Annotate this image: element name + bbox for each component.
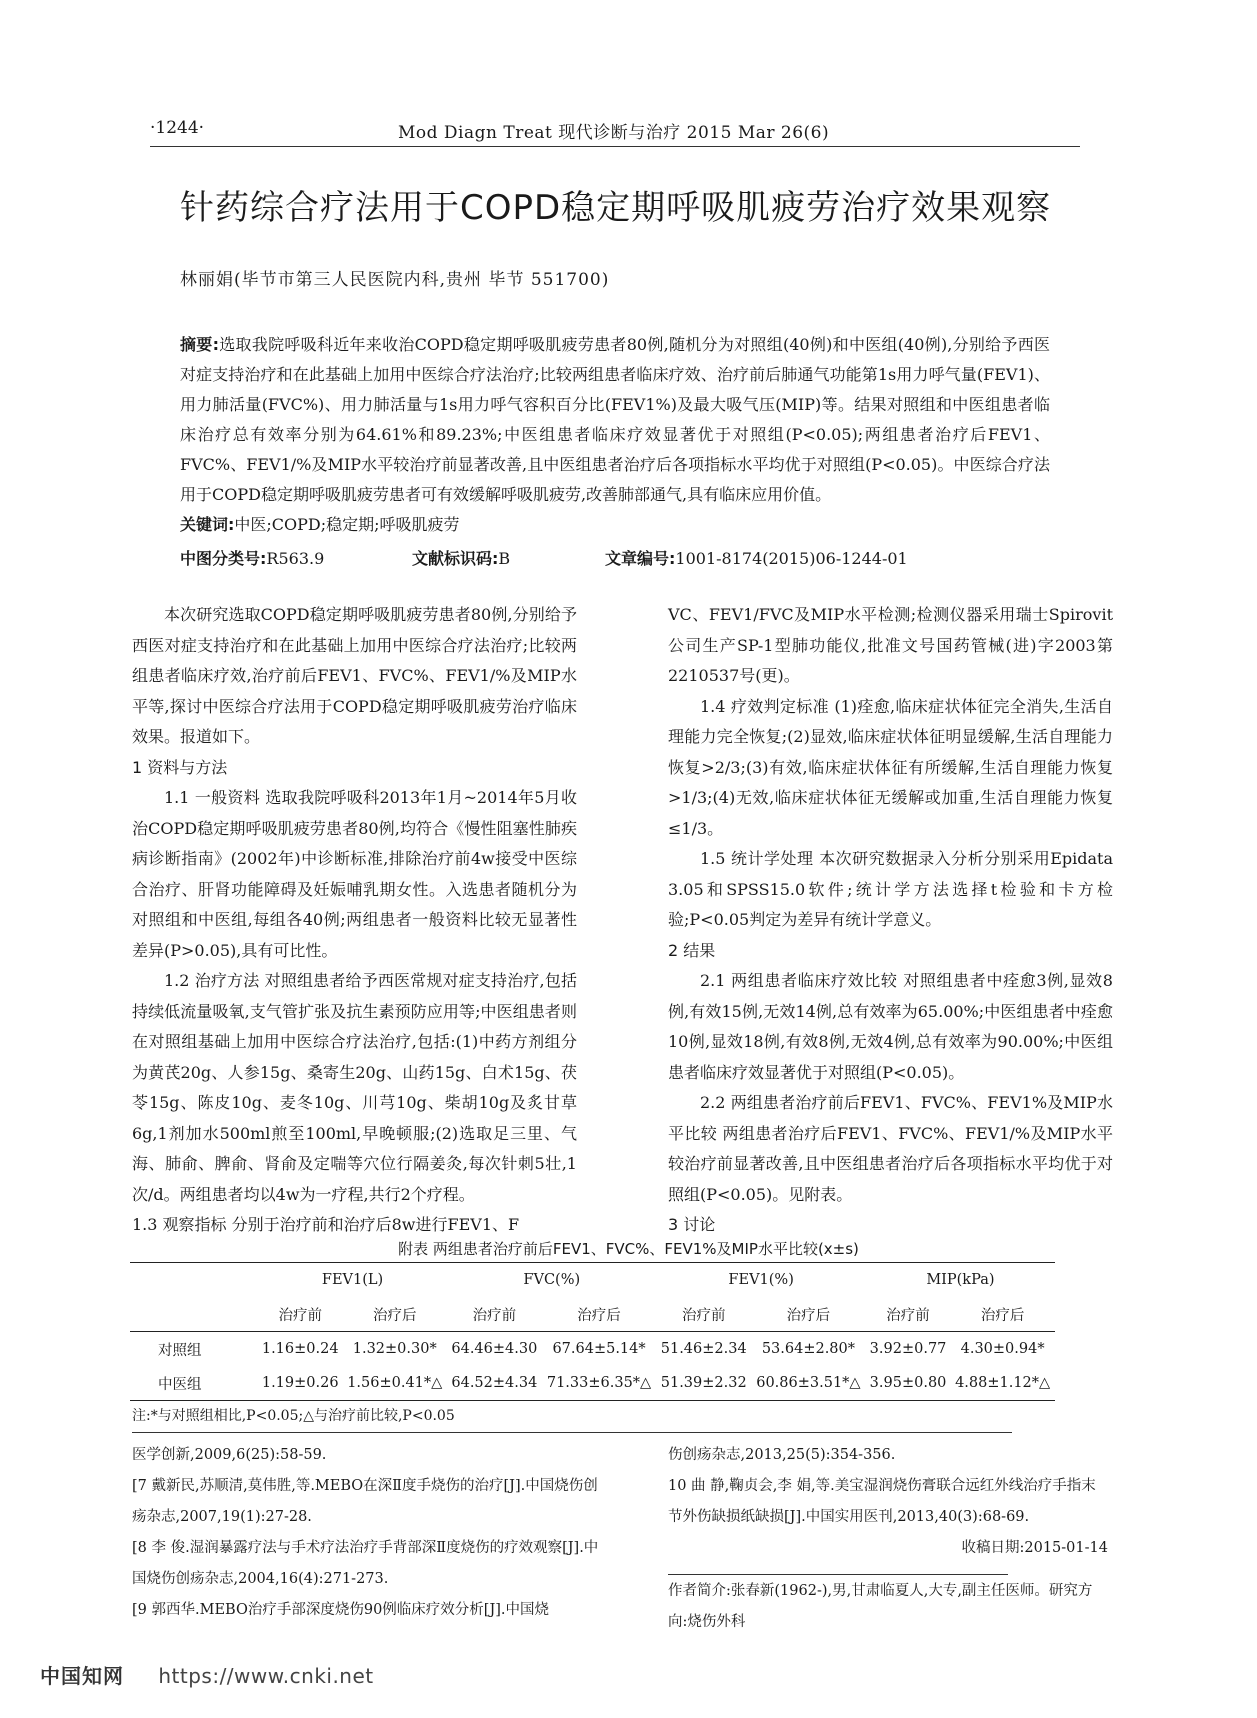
table-subheader: 治疗后 xyxy=(751,1297,866,1332)
body-paragraph: 2.2 两组患者治疗前后FEV1、FVC%、FEV1%及MIP水平比较 两组患者治疗后FEV1、FVC%、FEV1/%及MIP水平较治疗前显著改善,且中医组患者治疗后各项指标水平均优于对照组(P<0.05)。见附表。 xyxy=(668,1093,1113,1204)
body-paragraph: 1.1 一般资料 选取我院呼吸科2013年1月~2014年5月收治COPD稳定期呼吸肌疲劳患者80例,均符合《慢性阻塞性肺疾病诊断指南》(2002年)中诊断标准,排除治疗前4w接受中医综合治疗、肝肾功能障碍及妊娠哺乳期女性。入选患者随机分为对照组和中医组,每组各40例;两组患者一般资料比较无显著性差异(P>0.05),具有可比性。 xyxy=(132,788,577,960)
article-code xyxy=(605,546,908,569)
section-heading: 1 资料与方法 xyxy=(132,757,228,777)
results-table xyxy=(130,1262,1055,1401)
clc-code xyxy=(180,546,324,569)
abstract-label: 摘要: xyxy=(180,335,219,354)
section-heading: 2 结果 xyxy=(668,940,716,960)
abstract xyxy=(180,330,1050,510)
table-cell: 51.39±2.32 xyxy=(656,1366,751,1401)
body-column-right xyxy=(668,600,1113,1241)
table-note: 注:*与对照组相比,P<0.05;△与治疗前比较,P<0.05 xyxy=(132,1408,455,1424)
table-row xyxy=(130,1332,1055,1367)
table-group-header: FEV1(%) xyxy=(656,1263,865,1298)
body-paragraph: 1.3 观察指标 分别于治疗前和治疗后8w进行FEV1、F xyxy=(132,1215,520,1234)
body-paragraph: 2.1 两组患者临床疗效比较 对照组患者中痊愈3例,显效8例,有效15例,无效14例,总有效率为65.00%;中医组患者中痊愈10例,显效18例,有效8例,无效4例,总有效率为90.00%;中医组患者临床疗效显著优于对照组(P<0.05)。 xyxy=(668,971,1113,1082)
references-left xyxy=(132,1440,602,1626)
table-caption: 附表 两组患者治疗前后FEV1、FVC%、FEV1%及MIP水平比较(x±s) xyxy=(398,1240,859,1258)
article-title: 针药综合疗法用于COPD稳定期呼吸肌疲劳治疗效果观察 xyxy=(180,188,1052,228)
author-bio: 作者简介:张春新(1962-),男,甘肃临夏人,大专,副主任医师。研究方向:烧伤外科 xyxy=(668,1583,1093,1630)
reference-item: [8 李 俊.湿润暴露疗法与手术疗法治疗手背部深Ⅱ度烧伤的疗效观察[J].中国烧伤创疡杂志,2004,16(4):271-273. xyxy=(132,1540,599,1587)
table-row xyxy=(130,1366,1055,1401)
body-paragraph: 1.4 疗效判定标准 (1)痊愈,临床症状体征完全消失,生活自理能力完全恢复;(2)显效,临床症状体征明显缓解,生活自理能力恢复>2/3;(3)有效,临床症状体征有所缓解,生活自理能力恢复>1/3;(4)无效,临床症状体征无缓解或加重,生活自理能力恢复≤1/3。 xyxy=(668,696,1113,838)
keywords-label: 关键词: xyxy=(180,515,235,534)
table-row-label: 中医组 xyxy=(130,1366,258,1401)
reference-item: 伤创疡杂志,2013,25(5):354-356. xyxy=(668,1447,896,1463)
body-paragraph: VC、FEV1/FVC及MIP水平检测;检测仪器采用瑞士Spirovit公司生产SP-1型肺功能仪,批准文号国药管械(进)字2003第2210537号(更)。 xyxy=(668,605,1113,685)
header-rule xyxy=(150,146,1080,147)
clc-label: 中图分类号: xyxy=(180,549,267,568)
body-paragraph: 本次研究选取COPD稳定期呼吸肌疲劳患者80例,分别给予西医对症支持治疗和在此基础上加用中医综合疗法治疗;比较两组患者临床疗效,治疗前后FEV1、FVC%、FEV1/%及MIP水平等,探讨中医综合疗法用于COPD稳定期呼吸肌疲劳治疗临床效果。报道如下。 xyxy=(132,605,577,746)
doc-label: 文献标识码: xyxy=(412,549,499,568)
author-line: 林丽娟(毕节市第三人民医院内科,贵州 毕节 551700) xyxy=(180,270,610,290)
table-cell: 64.52±4.34 xyxy=(447,1366,542,1401)
abstract-text: 选取我院呼吸科近年来收治COPD稳定期呼吸肌疲劳患者80例,随机分为对照组(40例)和中医组(40例),分别给予西医对症支持治疗和在此基础上加用中医综合疗法治疗;比较两组患者临床疗效、治疗前后肺通气功能第1s用力呼气量(FEV1)、用力肺活量(FVC%)、用力肺活量与1s用力呼气容积百分比(FEV1%)及最大吸气压(MIP)等。结果对照组和中医组患者临床治疗总有效率分别为64.61%和89.23%;中医组患者临床疗效显著优于对照组(P<0.05);两组患者治疗后FEV1、FVC%、FEV1/%及MIP水平较治疗前显著改善,且中医组患者治疗后各项指标水平均优于对照组(P<0.05)。中医综合疗法用于COPD稳定期呼吸肌疲劳患者可有效缓解呼吸肌疲劳,改善肺部通气,具有临床应用价值。 xyxy=(180,335,1050,504)
table-group-header: MIP(kPa) xyxy=(866,1263,1055,1298)
table-subheader: 治疗后 xyxy=(542,1297,657,1332)
bio-rule xyxy=(668,1574,1008,1575)
table-subheader: 治疗前 xyxy=(447,1297,542,1332)
clc-value: R563.9 xyxy=(266,549,325,568)
table-cell: 1.32±0.30* xyxy=(352,1341,437,1357)
table-cell: 1.19±0.26 xyxy=(258,1366,342,1401)
section-heading: 3 讨论 xyxy=(668,1215,716,1234)
page-number: ·1244· xyxy=(150,118,205,138)
references-right xyxy=(668,1440,1108,1638)
body-column-left xyxy=(132,600,577,1241)
cnki-url[interactable]: https://www.cnki.net xyxy=(158,1664,374,1688)
body-paragraph: 1.2 治疗方法 对照组患者给予西医常规对症支持治疗,包括持续低流量吸氧,支气管扩张及抗生素预防应用等;中医组患者则在对照组基础上加用中医综合疗法治疗,包括:(1)中药方剂组分为黄芪20g、人参15g、桑寄生20g、山药15g、白术15g、茯苓15g、陈皮10g、麦冬10g、川芎10g、柴胡10g及炙甘草6g,1剂加水500ml煎至100ml,早晚顿服;(2)选取足三里、气海、肺俞、脾俞、肾俞及定喘等穴位行隔姜灸,每次针刺5壮,1次/d。两组患者均以4w为一疗程,共行2个疗程。 xyxy=(132,971,577,1204)
article-value: 1001-8174(2015)06-1244-01 xyxy=(675,549,908,568)
references-rule xyxy=(132,1432,1012,1433)
table-cell: 64.46±4.30 xyxy=(451,1341,538,1357)
table-cell: 4.30±0.94* xyxy=(960,1341,1045,1357)
table-cell: 53.64±2.80* xyxy=(761,1341,856,1357)
keywords-text: 中医;COPD;稳定期;呼吸肌疲劳 xyxy=(234,515,460,534)
table-group-header-row xyxy=(130,1263,1055,1298)
body-paragraph: 1.5 统计学处理 本次研究数据录入分析分别采用Epidata 3.05和SPSS15.0软件;统计学方法选择t检验和卡方检验;P<0.05判定为差异有统计学意义。 xyxy=(668,849,1113,929)
table-group-header: FEV1(L) xyxy=(258,1263,447,1298)
table-cell: 4.88±1.12*△ xyxy=(950,1366,1055,1401)
article-label: 文章编号: xyxy=(605,549,676,568)
doc-code xyxy=(412,546,510,569)
reference-item: [9 郭西华.MEBO治疗手部深度烧伤90例临床疗效分析[J].中国烧 xyxy=(132,1602,550,1618)
keywords xyxy=(180,512,460,535)
reference-item: 医学创新,2009,6(25):58-59. xyxy=(132,1447,327,1463)
table-subheader: 治疗前 xyxy=(656,1297,751,1332)
journal-info: Mod Diagn Treat 现代诊断与治疗 2015 Mar 26(6) xyxy=(398,123,830,143)
table-subheader: 治疗前 xyxy=(866,1297,950,1332)
table-cell: 3.95±0.80 xyxy=(866,1366,950,1401)
reference-item: 10 曲 静,鞠贞会,李 娟,等.美宝湿润烧伤膏联合远红外线治疗手指末节外伤缺损纸缺损[J].中国实用医刊,2013,40(3):68-69. xyxy=(668,1478,1096,1525)
cnki-footer xyxy=(40,1660,374,1689)
table-cell: 1.56±0.41*△ xyxy=(342,1366,447,1401)
table-subheader: 治疗前 xyxy=(258,1297,342,1332)
table-cell: 60.86±3.51*△ xyxy=(751,1366,866,1401)
table-cell: 3.92±0.77 xyxy=(869,1341,947,1357)
table-row-label: 对照组 xyxy=(158,1342,202,1359)
table-group-header: FVC(%) xyxy=(447,1263,656,1298)
table-cell: 71.33±6.35*△ xyxy=(542,1366,657,1401)
table-cell: 51.46±2.34 xyxy=(660,1341,747,1357)
table-subheader: 治疗后 xyxy=(342,1297,447,1332)
received-date: 收稿日期:2015-01-14 xyxy=(961,1540,1108,1556)
table-subheader-row xyxy=(130,1297,1055,1332)
cnki-logo: 中国知网 xyxy=(40,1664,124,1688)
table-subheader: 治疗后 xyxy=(950,1297,1055,1332)
reference-item: [7 戴新民,苏顺清,莫伟胜,等.MEBO在深Ⅱ度手烧伤的治疗[J].中国烧伤创疡杂志,2007,19(1):27-28. xyxy=(132,1478,598,1525)
doc-value: B xyxy=(498,549,511,568)
table-cell: 1.16±0.24 xyxy=(261,1341,339,1357)
table-cell: 67.64±5.14* xyxy=(552,1341,646,1357)
